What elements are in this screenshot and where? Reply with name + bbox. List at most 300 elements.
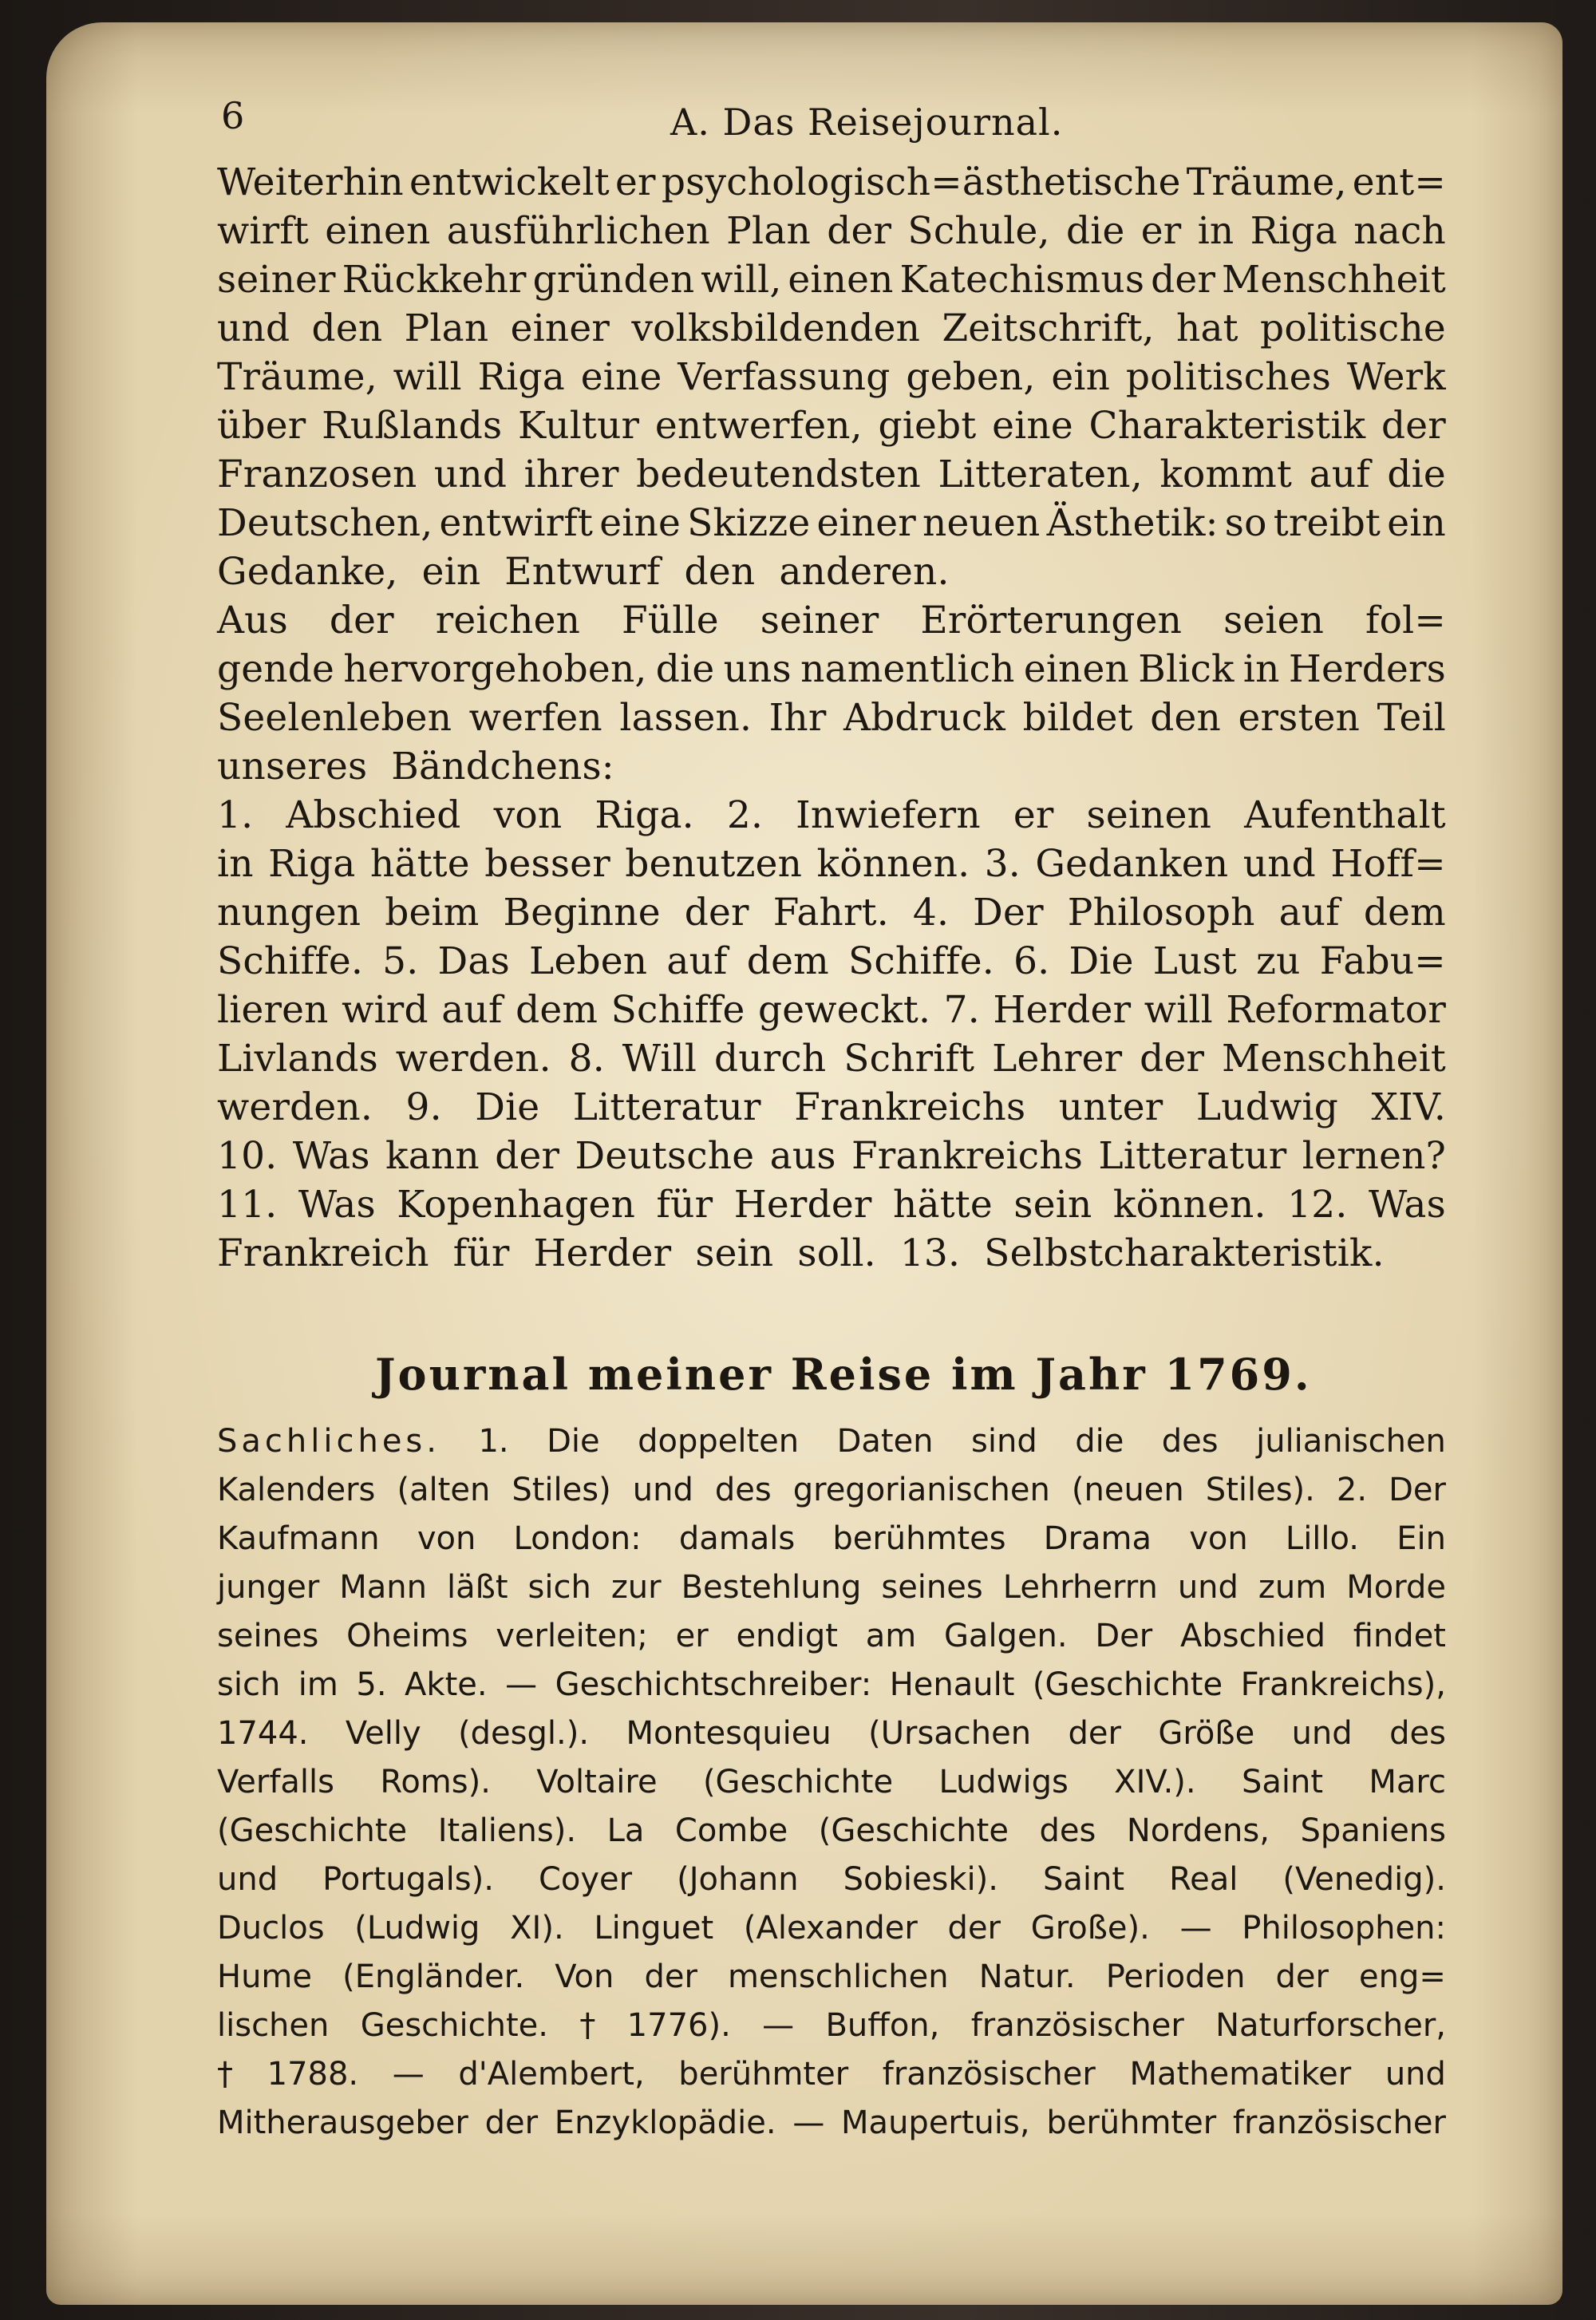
word: Litteratur <box>572 1085 761 1129</box>
word: berühmtes <box>832 1520 1006 1557</box>
word: Duclos <box>217 1910 325 1947</box>
word: unseres <box>217 745 368 788</box>
line-13 <box>217 742 1446 791</box>
word: französischer <box>970 2007 1184 2044</box>
word: Oheims <box>346 1618 468 1654</box>
word: lassen. <box>619 696 753 740</box>
word: Von <box>555 1958 614 1995</box>
word: werden. <box>395 1037 551 1081</box>
word: gregorianischen <box>792 1472 1050 1508</box>
note-line-12 <box>217 1953 1446 2002</box>
word: politisches <box>1125 355 1332 399</box>
word: reichen <box>435 599 581 642</box>
word: beim <box>385 891 480 935</box>
word: sich <box>527 1569 591 1606</box>
word: julianischen <box>1256 1423 1446 1460</box>
word: der <box>1381 404 1446 448</box>
word: ein <box>421 550 481 594</box>
word: eine <box>599 501 681 545</box>
word: 8. <box>568 1037 605 1081</box>
word: hervorgehoben, <box>343 647 647 691</box>
word: Hoff= <box>1330 842 1446 886</box>
word: Sachliches. <box>217 1423 440 1460</box>
word: Lillo. <box>1285 1520 1360 1557</box>
word: er <box>675 1618 709 1654</box>
word: Träume, <box>217 355 377 399</box>
word: — <box>792 2105 825 2141</box>
word: hätte <box>893 1183 993 1227</box>
word: Seelenleben <box>217 696 452 740</box>
word: Philosophen: <box>1242 1910 1446 1947</box>
word: Marc <box>1369 1764 1446 1800</box>
word: gründen <box>532 258 695 302</box>
word: menschlichen <box>727 1958 949 1995</box>
word: neuen <box>922 501 1041 545</box>
word: (Geschichte <box>1032 1666 1223 1703</box>
word: er <box>1140 209 1182 253</box>
word: Skizze <box>687 501 811 545</box>
word: (neuen <box>1071 1472 1184 1508</box>
word: Philosoph <box>1067 891 1255 935</box>
word: volksbildenden <box>631 306 921 350</box>
word: gende <box>217 647 335 691</box>
word: unter <box>1058 1085 1163 1129</box>
word: Morde <box>1346 1569 1446 1606</box>
note-line-13 <box>217 2002 1446 2050</box>
word: Plan <box>404 306 489 350</box>
word: hätte <box>369 842 470 886</box>
word: bedeutendsten <box>636 453 921 496</box>
word: am <box>865 1618 917 1654</box>
note-line-9 <box>217 1807 1446 1856</box>
word: der <box>329 599 394 642</box>
word: Plan <box>726 209 811 253</box>
word: über <box>217 404 306 448</box>
word: seines <box>217 1618 319 1654</box>
word: 1. <box>478 1423 509 1460</box>
word: 9. <box>405 1085 442 1129</box>
word: namentlich <box>800 647 1015 691</box>
word: der <box>947 1910 1001 1947</box>
word: Buffon, <box>825 2007 940 2044</box>
word: (Ursachen <box>868 1715 1032 1752</box>
word: Schrift <box>843 1037 975 1081</box>
word: † <box>217 2056 233 2093</box>
word: benutzen <box>625 842 803 886</box>
word: seiner <box>217 258 336 302</box>
word: Abschied <box>286 793 461 837</box>
word: Verfalls <box>217 1764 334 1800</box>
line-14 <box>217 791 1446 840</box>
word: Deutsche <box>575 1134 755 1178</box>
word: Der <box>973 891 1044 935</box>
word: können. <box>816 842 970 886</box>
word: Akte. <box>405 1666 488 1703</box>
word: Leben <box>529 939 648 983</box>
word: wirft <box>217 209 310 253</box>
word: Abschied <box>1179 1618 1326 1654</box>
word: giebt <box>878 404 977 448</box>
word: Bändchens: <box>391 745 614 788</box>
word: Der <box>1095 1618 1153 1654</box>
word: durch <box>713 1037 827 1081</box>
word: von <box>417 1520 476 1557</box>
word: London: <box>513 1520 642 1557</box>
word: XI). <box>510 1910 564 1947</box>
word: Velly <box>345 1715 421 1752</box>
word: Hume <box>217 1958 313 1995</box>
word: Litteratur <box>1098 1134 1287 1178</box>
word: ent= <box>1352 160 1446 204</box>
word: entwirft <box>439 501 594 545</box>
word: die <box>1387 453 1446 496</box>
word: 1788. <box>267 2056 359 2093</box>
word: — <box>392 2056 425 2093</box>
line-20 <box>217 1083 1446 1132</box>
word: Italiens). <box>437 1812 577 1849</box>
note-line-10 <box>217 1856 1446 1904</box>
word: damals <box>678 1520 796 1557</box>
word: Geschichtschreiber: <box>555 1666 872 1703</box>
word: und <box>217 1861 279 1898</box>
word: die <box>655 647 715 691</box>
word: lischen <box>217 2007 330 2044</box>
word: uns <box>723 647 792 691</box>
word: Ludwig <box>1195 1085 1339 1129</box>
word: in <box>1242 647 1280 691</box>
word: — <box>505 1666 538 1703</box>
word: zu <box>1256 939 1301 983</box>
word: Drama <box>1043 1520 1152 1557</box>
line-5 <box>217 353 1446 401</box>
word: will <box>1144 988 1213 1032</box>
word: eine <box>580 355 662 399</box>
note-line-7 <box>217 1709 1446 1758</box>
word: Geschichte. <box>360 2007 548 2044</box>
word: Ludwigs <box>938 1764 1069 1800</box>
word: Saint <box>1241 1764 1324 1800</box>
word: 10. <box>217 1134 278 1178</box>
word: XIV. <box>1371 1085 1446 1129</box>
word: Schiffe. <box>217 939 363 983</box>
word: Naturforscher, <box>1215 2007 1446 2044</box>
line-22 <box>217 1180 1446 1229</box>
line-7 <box>217 450 1446 499</box>
word: Coyer <box>538 1861 633 1898</box>
word: Daten <box>836 1423 934 1460</box>
word: Herder <box>993 988 1132 1032</box>
word: Fahrt. <box>772 891 889 935</box>
word: anderen. <box>779 550 950 594</box>
line-19 <box>217 1034 1446 1083</box>
word: Frankreichs <box>794 1085 1026 1129</box>
word: Litteraten, <box>938 453 1143 496</box>
word: XIV.). <box>1114 1764 1196 1800</box>
word: findet <box>1353 1618 1446 1654</box>
word: der <box>495 1134 560 1178</box>
word: werfen <box>468 696 602 740</box>
word: einer <box>816 501 916 545</box>
word: für <box>656 1183 713 1227</box>
word: Das <box>437 939 510 983</box>
word: und <box>217 306 290 350</box>
word: Was <box>1368 1183 1446 1227</box>
word: läßt <box>447 1569 508 1606</box>
line-15 <box>217 840 1446 888</box>
word: geben, <box>906 355 1036 399</box>
word: (Ludwig <box>354 1910 480 1947</box>
line-11 <box>217 645 1446 694</box>
word: in <box>1197 209 1235 253</box>
word: Die <box>1069 939 1134 983</box>
word: der <box>484 2105 539 2141</box>
word: Ästhetik: <box>1046 501 1219 545</box>
word: Große). <box>1030 1910 1150 1947</box>
word: der <box>684 891 749 935</box>
line-1 <box>217 158 1446 207</box>
word: (Venedig). <box>1282 1861 1446 1898</box>
word: (Geschichte <box>818 1812 1009 1849</box>
word: d'Alembert, <box>458 2056 645 2093</box>
word: Kultur <box>518 404 640 448</box>
word: in <box>217 842 254 886</box>
word: Saint <box>1043 1861 1125 1898</box>
word: 5. <box>356 1666 387 1703</box>
word: Deutschen, <box>217 501 433 545</box>
word: Größe <box>1158 1715 1255 1752</box>
word: ersten <box>1238 696 1361 740</box>
word: La <box>606 1812 645 1849</box>
word: der <box>827 209 892 253</box>
word: seinen <box>1086 793 1212 837</box>
word: die <box>1075 1423 1124 1460</box>
word: der <box>644 1958 697 1995</box>
note-line-1 <box>217 1417 1446 1466</box>
word: Kopenhagen <box>397 1183 636 1227</box>
word: Blick <box>1138 647 1235 691</box>
word: Bestehlung <box>681 1569 862 1606</box>
word: einen <box>788 258 894 302</box>
word: 1. <box>217 793 254 837</box>
running-head: A. Das Reisejournal. <box>670 101 1064 144</box>
word: sich <box>217 1666 281 1703</box>
word: 12. <box>1287 1183 1348 1227</box>
word: Werk <box>1346 355 1446 399</box>
word: Spaniens <box>1300 1812 1446 1849</box>
word: seines <box>881 1569 983 1606</box>
word: Fabu= <box>1319 939 1446 983</box>
word: besser <box>484 842 610 886</box>
word: dem <box>1363 891 1446 935</box>
word: ein <box>1051 355 1111 399</box>
word: berühmter <box>678 2056 849 2093</box>
word: die <box>1065 209 1125 253</box>
word: verleiten; <box>496 1618 648 1654</box>
word: des <box>1039 1812 1096 1849</box>
note-line-2 <box>217 1466 1446 1515</box>
word: Riga. <box>595 793 694 837</box>
word: des <box>714 1472 772 1508</box>
word: entwerfen, <box>654 404 863 448</box>
word: sein <box>695 1231 774 1275</box>
word: Der <box>1389 1472 1446 1508</box>
word: Will <box>622 1037 697 1081</box>
note-line-4 <box>217 1563 1446 1612</box>
note-line-3 <box>217 1515 1446 1563</box>
note-line-14 <box>217 2050 1446 2099</box>
word: Aufenthalt <box>1244 793 1446 837</box>
word: 5. <box>382 939 419 983</box>
word: (Johann <box>677 1861 799 1898</box>
word: Voltaire <box>536 1764 658 1800</box>
word: 7. <box>943 988 980 1032</box>
line-8 <box>217 499 1446 547</box>
word: Riga <box>477 355 565 399</box>
word: Nordens, <box>1126 1812 1270 1849</box>
word: Henault <box>889 1666 1015 1703</box>
word: dem <box>746 939 829 983</box>
word: er <box>615 160 656 204</box>
word: lieren <box>217 988 329 1032</box>
word: Träume, <box>1186 160 1347 204</box>
word: Frankreichs), <box>1240 1666 1446 1703</box>
word: sind <box>971 1423 1037 1460</box>
word: des <box>1161 1423 1219 1460</box>
line-9 <box>217 547 1446 596</box>
word: so <box>1224 501 1267 545</box>
body-text <box>217 158 1446 1278</box>
word: der <box>1151 258 1216 302</box>
word: Beginne <box>503 891 661 935</box>
word: Inwiefern <box>796 793 981 837</box>
word: eng= <box>1359 1958 1446 1995</box>
word: wird <box>342 988 429 1032</box>
word: kann <box>385 1134 480 1178</box>
line-3 <box>217 255 1446 304</box>
word: ihrer <box>523 453 619 496</box>
word: Mitherausgeber <box>217 2105 468 2141</box>
word: — <box>762 2007 795 2044</box>
word: den <box>311 306 383 350</box>
word: für <box>452 1231 510 1275</box>
word: Real <box>1169 1861 1238 1898</box>
line-4 <box>217 304 1446 353</box>
word: Riga <box>1250 209 1337 253</box>
word: Menschheit <box>1221 1037 1446 1081</box>
word: Menschheit <box>1222 258 1446 302</box>
word: (Geschichte <box>217 1812 408 1849</box>
word: einen <box>1023 647 1130 691</box>
word: Gedanke, <box>217 550 398 594</box>
word: der <box>1068 1715 1121 1752</box>
word: Abdruck <box>843 696 1006 740</box>
word: von <box>1189 1520 1248 1557</box>
word: Verfassung <box>678 355 891 399</box>
word: psychologisch=ästhetische <box>661 160 1181 204</box>
word: endigt <box>736 1618 838 1654</box>
word: soll. <box>797 1231 876 1275</box>
word: Schiffe <box>610 988 745 1032</box>
word: 13. <box>899 1231 961 1275</box>
word: der <box>1275 1958 1329 1995</box>
word: Natur. <box>978 1958 1076 1995</box>
word: Frankreichs <box>851 1134 1084 1178</box>
word: dem <box>516 988 598 1032</box>
word: seiner <box>760 599 879 642</box>
word: Ein <box>1396 1520 1446 1557</box>
line-18 <box>217 986 1446 1034</box>
word: Lehrherrn <box>1002 1569 1158 1606</box>
word: will <box>393 355 462 399</box>
word: den <box>1150 696 1221 740</box>
note-line-11 <box>217 1904 1446 1953</box>
word: Ihr <box>768 696 827 740</box>
line-2 <box>217 207 1446 255</box>
word: den <box>684 550 756 594</box>
word: Combe <box>674 1812 788 1849</box>
word: Lehrer <box>992 1037 1123 1081</box>
word: Schule, <box>907 209 1050 253</box>
word: ausführlichen <box>446 209 710 253</box>
line-21 <box>217 1132 1446 1180</box>
word: auf <box>1309 453 1370 496</box>
word: fol= <box>1365 599 1446 642</box>
word: Montesquieu <box>626 1715 832 1752</box>
word: 2. <box>726 793 764 837</box>
word: und <box>632 1472 693 1508</box>
word: 2. <box>1336 1472 1368 1508</box>
word: Maupertuis, <box>841 2105 1030 2141</box>
word: Kaufmann <box>217 1520 380 1557</box>
word: (alten <box>397 1472 491 1508</box>
word: politische <box>1260 306 1446 350</box>
word: Entwurf <box>504 550 661 594</box>
word: auf <box>441 988 503 1032</box>
word: zur <box>610 1569 662 1606</box>
word: † <box>579 2007 596 2044</box>
word: Frankreich <box>217 1231 429 1275</box>
word: und <box>1177 1569 1238 1606</box>
word: er <box>1013 793 1054 837</box>
word: berühmter <box>1046 2105 1217 2141</box>
word: Roms). <box>380 1764 491 1800</box>
note-line-5 <box>217 1612 1446 1661</box>
word: Perioden <box>1105 1958 1246 1995</box>
word: Teil <box>1377 696 1446 740</box>
word: Sobieski). <box>843 1861 998 1898</box>
word: auf <box>666 939 728 983</box>
word: (Alexander <box>743 1910 918 1947</box>
word: Mann <box>339 1569 427 1606</box>
word: werden. <box>217 1085 373 1129</box>
word: und <box>433 453 508 496</box>
word: will, <box>701 258 782 302</box>
word: 1776). <box>626 2007 731 2044</box>
word: Mathematiker <box>1129 2056 1352 2093</box>
word: Charakteristik <box>1088 404 1366 448</box>
word: Enzyklopädie. <box>554 2105 776 2141</box>
word: geweckt. <box>757 988 931 1032</box>
word: bildet <box>1022 696 1133 740</box>
word: Aus <box>217 599 288 642</box>
word: Rückkehr <box>342 258 527 302</box>
word: entwickelt <box>409 160 610 204</box>
word: Was <box>292 1134 370 1178</box>
word: Was <box>298 1183 376 1227</box>
word: aus <box>769 1134 836 1178</box>
word: Stiles). <box>1205 1472 1315 1508</box>
word: 1744. <box>217 1715 309 1752</box>
